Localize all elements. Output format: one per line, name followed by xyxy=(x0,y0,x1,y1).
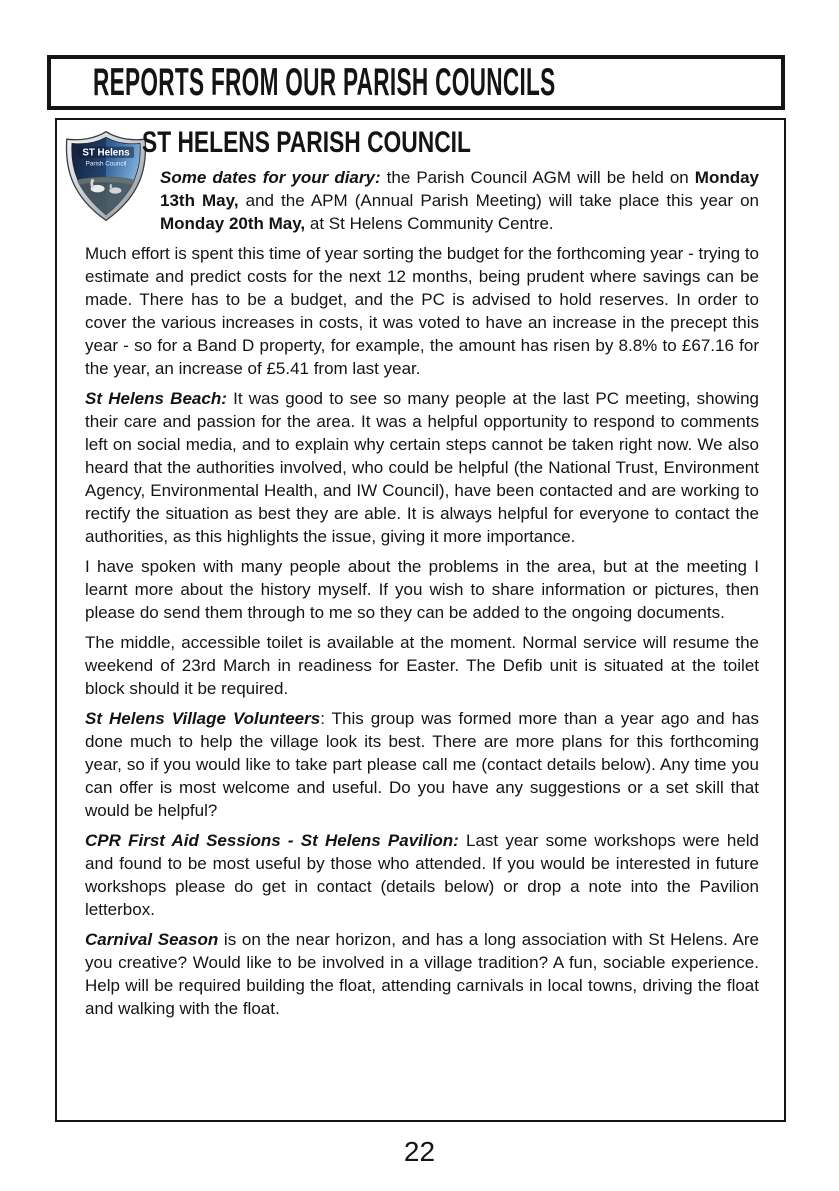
article-body xyxy=(85,166,759,1020)
paragraph-text: Last year some workshops were held and found to be most useful by those who attended. If you would be interested in future workshops please do get in contact (details below) or drop a note into the Pavilion letterbox. xyxy=(85,831,760,919)
paragraph-lead-in: Carnival Season xyxy=(85,930,219,949)
crest-text-line2: Parish Council xyxy=(85,160,127,168)
paragraph xyxy=(85,387,759,548)
paragraph xyxy=(85,928,759,1020)
paragraph xyxy=(85,555,759,624)
paragraph-text: is on the near horizon, and has a long association with St Helens. Are you creative? Would like to be involved in a village tradition? A fun, sociable experience. Help will be required building the float, attending carnivals in local towns, driving the float and walking with the float. xyxy=(85,930,759,1018)
banner-title: REPORTS FROM OUR PARISH COUNCILS xyxy=(93,61,556,104)
paragraph-lead-in: Monday 20th May, xyxy=(160,214,306,233)
paragraph-lead-in: Some dates for your diary: xyxy=(160,168,381,187)
crest-text-line1: ST Helens xyxy=(82,147,130,159)
parish-council-article-panel xyxy=(55,118,786,1122)
paragraph-text: Much effort is spent this time of year sorting the budget for the forthcoming year - trying to estimate and predict costs for the next 12 months, being prudent where savings can be made. There has to be a budget, and the PC is advised to hold reserves. In order to cover the various increases in costs, it was voted to have an increase in the precept this year - so for a Band D property, for example, the amount has risen by 8.8% to £67.16 for the year, an increase of £5.41 from last year. xyxy=(85,244,759,378)
reports-banner xyxy=(47,55,785,110)
paragraph-text: : This group was formed more than a year ago and has done much to help the village look its best. There are more plans for this forthcoming year, so if you would like to take part please call me (contact details below). Any time you can offer is most welcome and useful. Do you have any suggestions or a set skill that would be helpful? xyxy=(85,709,759,820)
paragraph-lead-in: St Helens Village Volunteers xyxy=(85,709,321,728)
paragraph-lead-in: St Helens Beach: xyxy=(85,389,227,408)
paragraph xyxy=(85,707,759,822)
paragraph-lead-in: CPR First Aid Sessions - St Helens Pavilion: xyxy=(85,831,459,850)
paragraph xyxy=(85,166,759,235)
paragraph-text: The middle, accessible toilet is available at the moment. Normal service will resume the weekend of 23rd March in readiness for Easter. The Defib unit is situated at the toilet block should it be required. xyxy=(85,633,759,698)
article-heading: ST HELENS PARISH COUNCIL xyxy=(142,126,471,159)
paragraph xyxy=(85,242,759,380)
paragraph-text: at St Helens Community Centre. xyxy=(305,214,554,233)
paragraph-text: and the APM (Annual Parish Meeting) will take place this year on xyxy=(238,191,759,210)
paragraph-text: I have spoken with many people about the problems in the area, but at the meeting I learnt more about the history myself. If you wish to share information or pictures, then please do send them through to me so they can be added to the ongoing documents. xyxy=(85,557,759,622)
page-number: 22 xyxy=(403,1136,436,1167)
paragraph-text: the Parish Council AGM will be held on xyxy=(380,168,695,187)
paragraph-text: It was good to see so many people at the last PC meeting, showing their care and passion for the area. It was a helpful opportunity to respond to comments left on social media, and to explain why certain steps cannot be taken right now. We also heard that the authorities involved, who could be helpful (the National Trust, Environment Agency, Environmental Health, and IW Council), have been contacted and are working to rectify the situation as best they are able. It is always helpful for everyone to contact the authorities, as this highlights the issue, giving it more importance. xyxy=(85,389,759,546)
paragraph xyxy=(85,631,759,700)
paragraph xyxy=(85,829,759,921)
paragraph-lead-in: Monday 13th May, xyxy=(160,168,760,210)
